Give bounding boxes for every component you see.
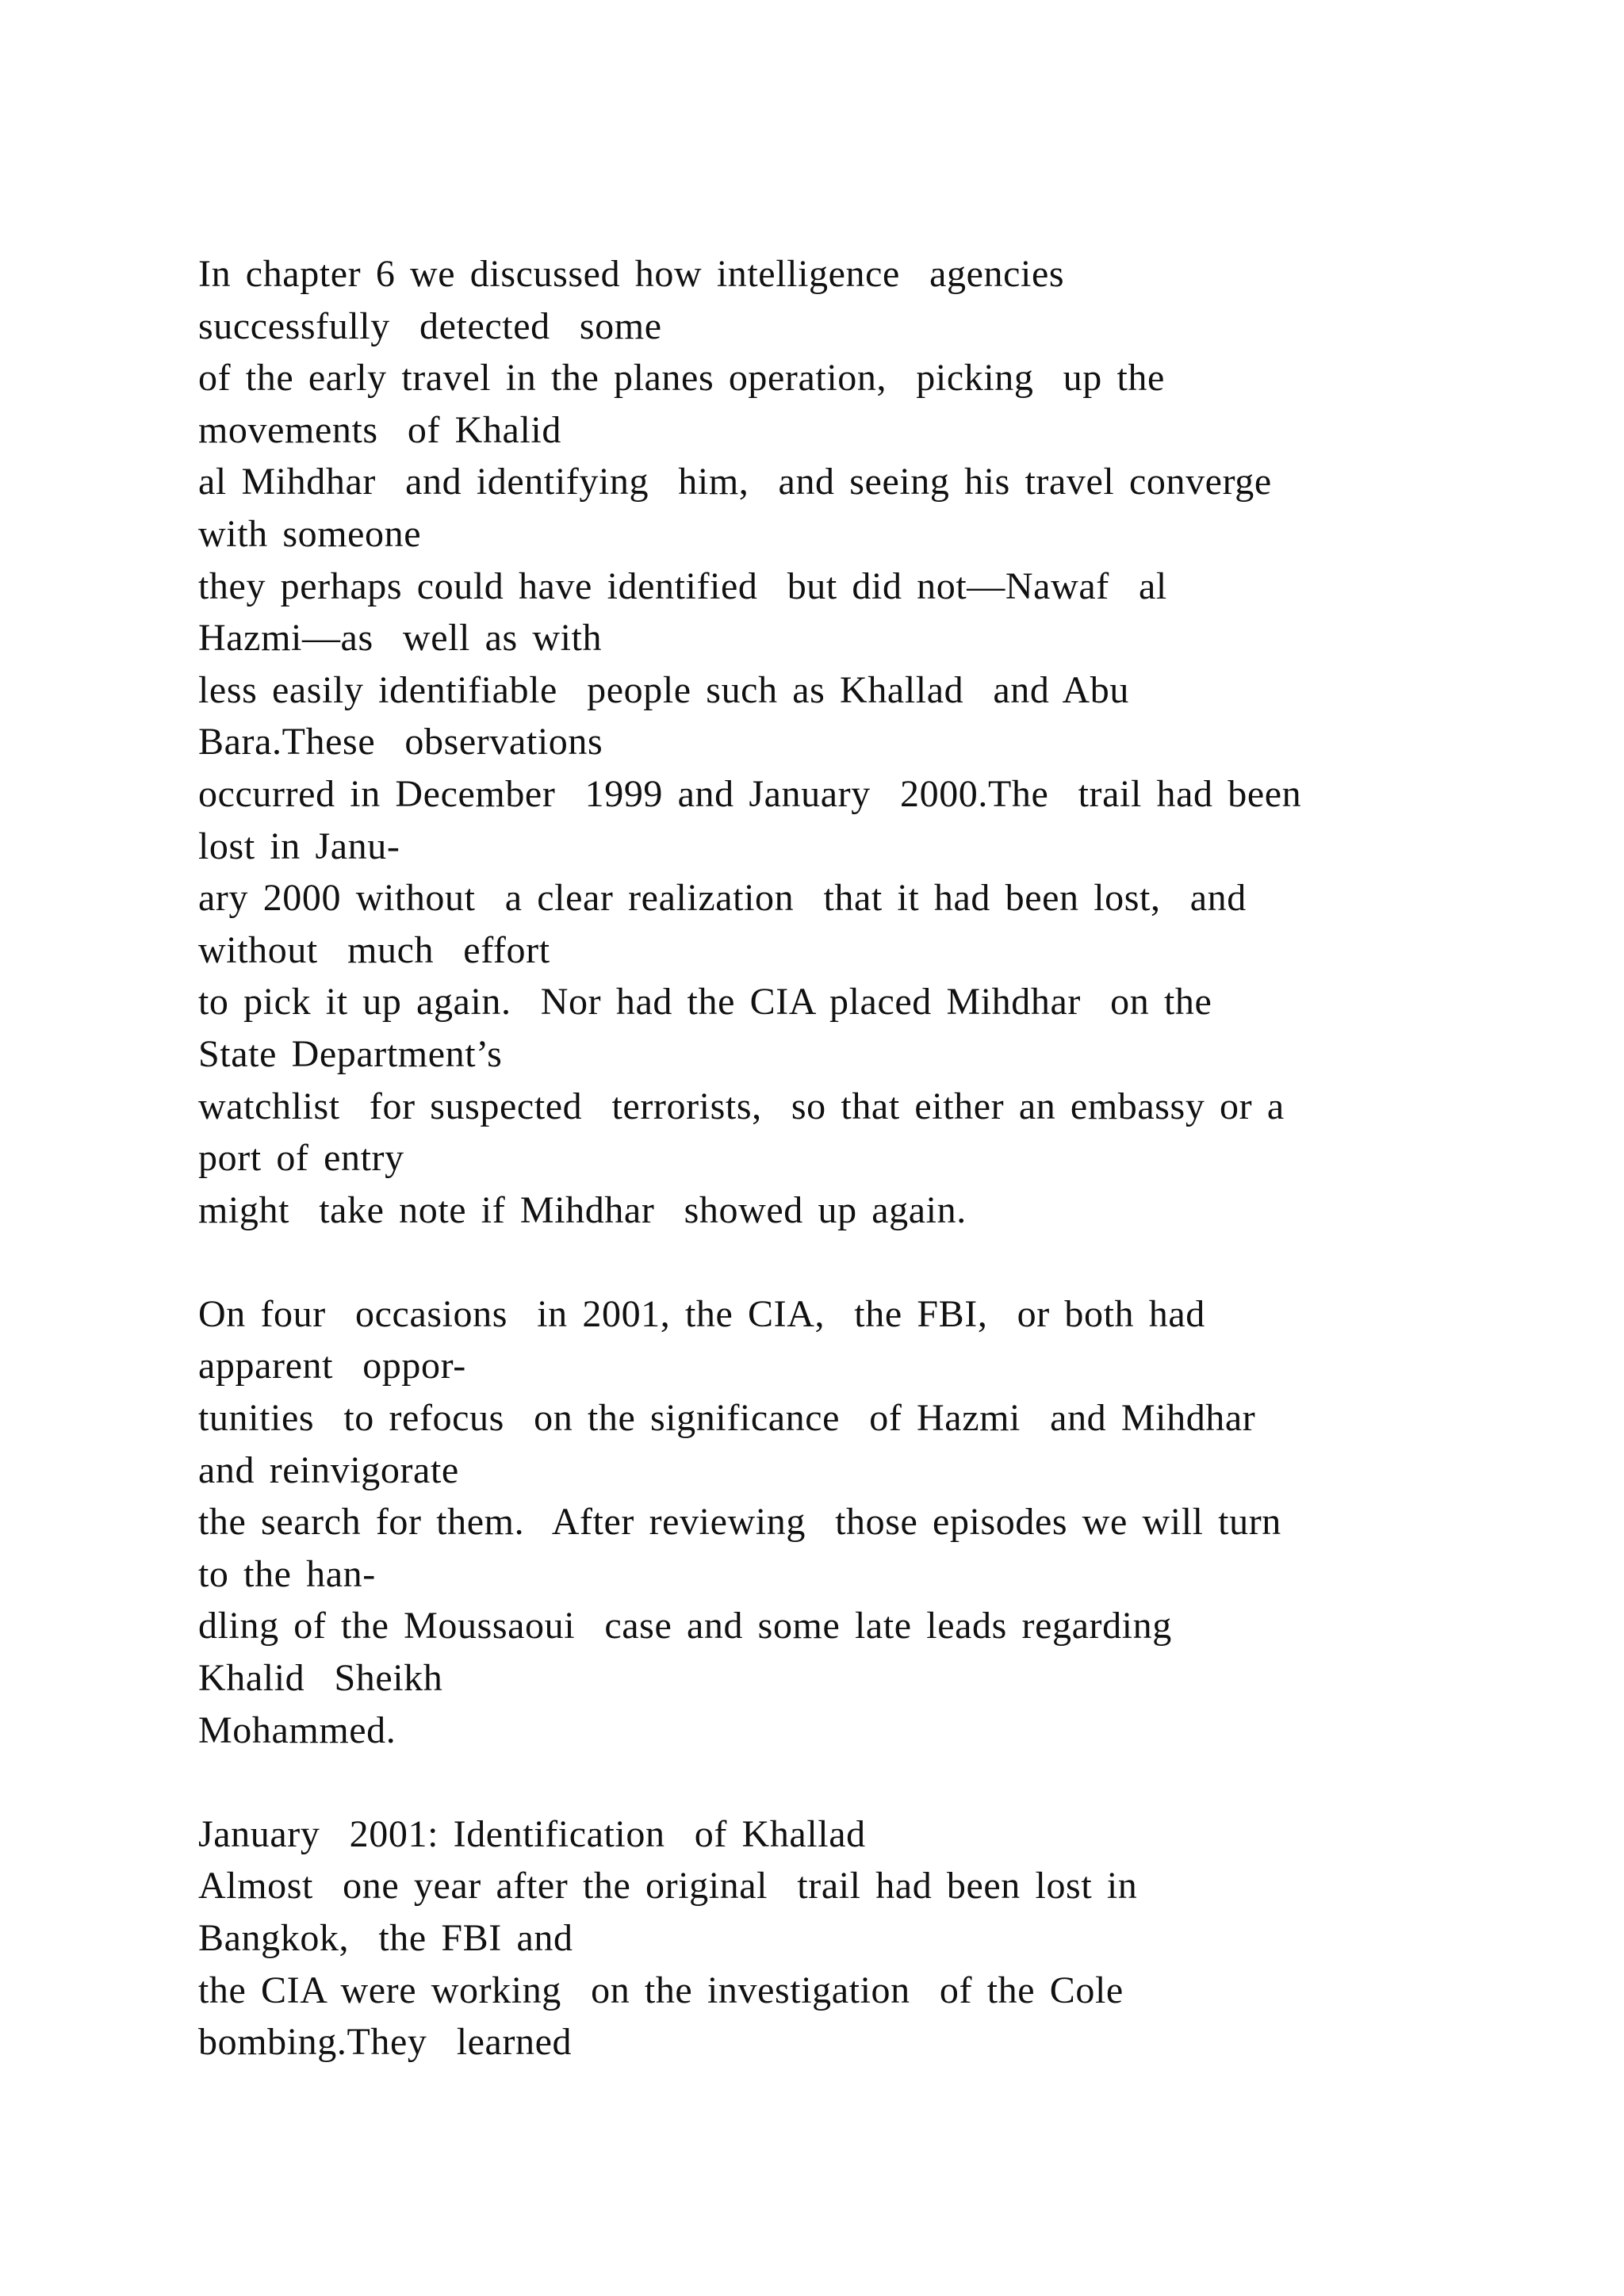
- text-line: occurred in December 1999 and January 2000.The trail had been: [198, 772, 1302, 815]
- text-line: State Department’s: [198, 1032, 503, 1075]
- text-line: less easily identifiable people such as Khallad and Abu: [198, 668, 1129, 711]
- text-line: with someone: [198, 512, 422, 555]
- text-line: Mohammed.: [198, 1709, 396, 1751]
- text-line: lost in Janu-: [198, 825, 400, 867]
- text-line: In chapter 6 we discussed how intelligence agencies: [198, 253, 1065, 295]
- section-heading: January 2001: Identification of Khallad: [198, 1812, 866, 1855]
- text-line: to the han-: [198, 1552, 376, 1595]
- text-line: the CIA were working on the investigation of the Cole: [198, 1969, 1124, 2011]
- text-line: to pick it up again. Nor had the CIA placed Mihdhar on the: [198, 981, 1212, 1024]
- text-line: successfully detected some: [198, 304, 662, 347]
- text-line: they perhaps could have identified but did not—Nawaf al: [198, 564, 1167, 607]
- text-line: ary 2000 without a clear realization that it had been lost, and: [198, 877, 1247, 920]
- text-line: bombing.They learned: [198, 2021, 573, 2064]
- document-body: [198, 248, 1435, 2068]
- text-line: Bara.These observations: [198, 721, 603, 763]
- text-line: Hazmi—as well as with: [198, 617, 603, 660]
- text-line: movements of Khalid: [198, 408, 561, 451]
- text-line: apparent oppor-: [198, 1345, 466, 1387]
- paragraph-2: [198, 1288, 1435, 1756]
- paragraph-spacer: [198, 1756, 1435, 1808]
- text-line: of the early travel in the planes operation, picking up the: [198, 357, 1165, 400]
- text-line: and reinvigorate: [198, 1448, 459, 1491]
- text-line: Khalid Sheikh: [198, 1657, 443, 1700]
- text-line: port of entry: [198, 1137, 404, 1180]
- text-line: tunities to refocus on the significance of Hazmi and Mihdhar: [198, 1397, 1256, 1440]
- text-line: On four occasions in 2001, the CIA, the FBI, or both had: [198, 1292, 1205, 1335]
- paragraph-3: [198, 1808, 1435, 2068]
- text-line: al Mihdhar and identifying him, and seeing his travel converge: [198, 461, 1272, 503]
- paragraph-1: [198, 248, 1435, 1236]
- text-line: might take note if Mihdhar showed up again.: [198, 1188, 967, 1231]
- text-line: without much effort: [198, 928, 550, 971]
- text-line: watchlist for suspected terrorists, so that either an embassy or a: [198, 1085, 1285, 1127]
- text-line: Almost one year after the original trail had been lost in: [198, 1865, 1138, 1908]
- text-line: Bangkok, the FBI and: [198, 1917, 573, 1959]
- text-line: dling of the Moussaoui case and some late leads regarding: [198, 1605, 1172, 1647]
- text-line: the search for them. After reviewing those episodes we will turn: [198, 1501, 1281, 1544]
- paragraph-spacer: [198, 1236, 1435, 1288]
